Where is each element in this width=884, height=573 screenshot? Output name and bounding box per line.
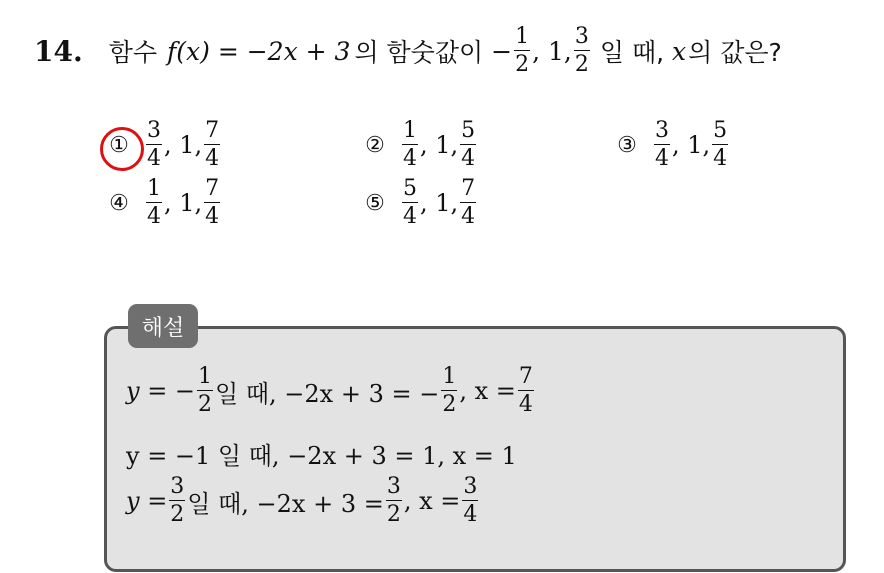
choice-mark: ① [109, 132, 129, 158]
fraction-numerator: 7 [205, 118, 220, 143]
choice-4[interactable] [106, 178, 222, 228]
fraction-numerator: 5 [461, 118, 476, 143]
choice-mid: , 1, [420, 131, 459, 159]
choice-mark: ③ [617, 132, 637, 158]
fraction-denominator: 4 [403, 146, 417, 171]
choice-fraction-b [460, 178, 476, 228]
fraction-numerator: 1 [147, 176, 161, 201]
fraction-numerator: 7 [205, 176, 220, 201]
fraction-numerator: 3 [386, 474, 401, 499]
question-sep: , 1, [532, 36, 572, 66]
line-fraction-3 [518, 366, 534, 416]
line-fraction-1 [169, 476, 185, 526]
line-mid2: , x = [459, 377, 516, 405]
fraction-denominator: 4 [655, 146, 669, 171]
choice-fraction-a [146, 178, 162, 228]
question-number: 14. [34, 34, 83, 68]
question-tail: 의 값은? [688, 38, 782, 67]
fraction-numerator: 5 [713, 118, 728, 143]
choice-mid: , 1, [164, 131, 203, 159]
choice-fraction-a [402, 120, 418, 170]
choice-fraction-a [654, 120, 670, 170]
fraction-denominator: 4 [147, 146, 161, 171]
fraction-numerator: 1 [403, 118, 417, 143]
line-lhs: y = − [126, 377, 196, 405]
question-var: x [672, 36, 687, 66]
fraction-denominator: 4 [463, 502, 478, 527]
line-fraction-2 [441, 366, 457, 416]
fraction-denominator: 4 [461, 204, 476, 229]
choice-mid: , 1, [164, 189, 203, 217]
question-fraction-1 [514, 26, 530, 76]
line-text: y = −1 일 때, −2x + 3 = 1, x = 1 [126, 442, 517, 470]
choice-fraction-b [204, 178, 220, 228]
fraction-numerator: 3 [655, 118, 669, 143]
fraction-numerator: 3 [463, 474, 478, 499]
question [34, 26, 782, 76]
choice-5[interactable] [362, 178, 478, 228]
fraction-denominator: 4 [713, 146, 728, 171]
question-sign: − [491, 36, 513, 66]
fraction-numerator: 3 [147, 118, 161, 143]
solution-line-1 [126, 366, 536, 416]
solution-tab: 해설 [128, 304, 198, 348]
choice-mid: , 1, [420, 189, 459, 217]
fraction-numerator: 1 [442, 364, 457, 389]
line-fraction-1 [197, 366, 213, 416]
choice-fraction-b [712, 120, 728, 170]
fraction-numerator: 7 [518, 364, 533, 389]
fraction-numerator: 7 [461, 176, 476, 201]
fraction-denominator: 4 [205, 146, 220, 171]
fraction-denominator: 4 [147, 204, 161, 229]
line-mid: 일 때, −2x + 3 = − [215, 379, 440, 408]
choice-mark: ⑤ [365, 190, 385, 216]
line-mid2: , x = [403, 487, 461, 515]
line-mid: 일 때, −2x + 3 = [187, 489, 384, 518]
fraction-denominator: 2 [442, 392, 457, 417]
choice-mark: ④ [109, 190, 129, 216]
choice-mark: ② [365, 132, 385, 158]
fraction-denominator: 4 [205, 204, 220, 229]
fraction-denominator: 4 [403, 204, 417, 229]
choice-3[interactable] [614, 120, 730, 170]
choice-fraction-b [204, 120, 220, 170]
choice-2[interactable] [362, 120, 478, 170]
question-mid: 의 함숫값이 [354, 38, 484, 67]
fraction-numerator: 3 [170, 474, 185, 499]
fraction-numerator: 5 [403, 176, 417, 201]
choice-fraction-a [146, 120, 162, 170]
solution-line-3 [126, 476, 480, 526]
question-text-start: 함수 [108, 38, 158, 67]
fraction-denominator: 2 [170, 502, 185, 527]
fraction-denominator: 2 [515, 52, 530, 77]
question-text-end: 일 때, [599, 38, 665, 67]
fraction-denominator: 2 [198, 392, 213, 417]
fraction-numerator: 3 [574, 24, 589, 49]
fraction-denominator: 2 [574, 52, 589, 77]
question-function: f(x) = −2x + 3 [167, 36, 351, 66]
fraction-denominator: 4 [518, 392, 533, 417]
fraction-numerator: 1 [515, 24, 530, 49]
solution-line-2 [126, 436, 517, 471]
fraction-denominator: 2 [386, 502, 401, 527]
choice-1[interactable] [106, 120, 222, 170]
fraction-numerator: 1 [198, 364, 213, 389]
line-fraction-2 [386, 476, 402, 526]
choice-fraction-b [460, 120, 476, 170]
choice-mid: , 1, [672, 131, 711, 159]
line-fraction-3 [462, 476, 478, 526]
line-lhs: y = [126, 487, 168, 515]
fraction-denominator: 4 [461, 146, 476, 171]
question-fraction-2 [574, 26, 590, 76]
choice-fraction-a [402, 178, 418, 228]
